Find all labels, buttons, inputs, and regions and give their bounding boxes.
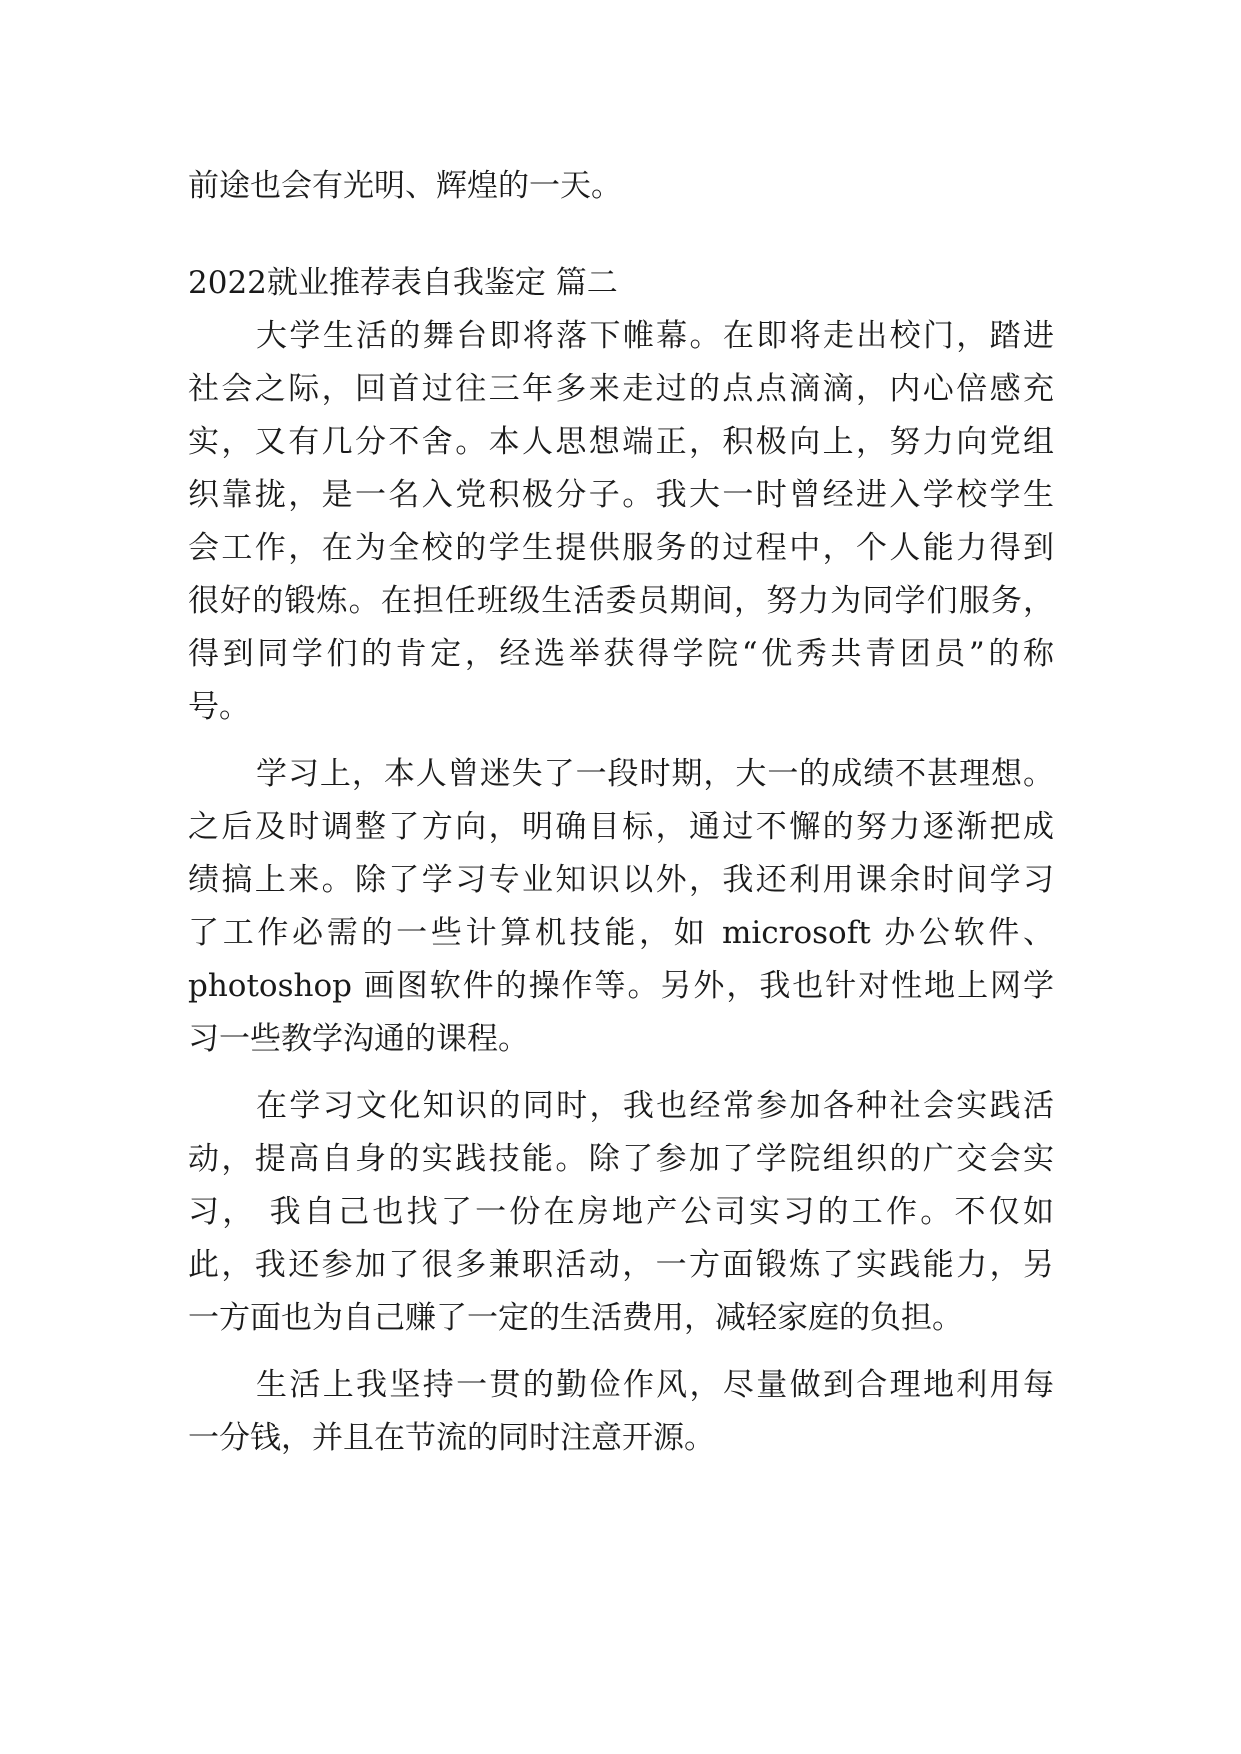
- section-title: 2022就业推荐表自我鉴定 篇二: [188, 265, 618, 301]
- paragraph-3: [188, 1080, 1054, 1345]
- text-line: 很好的锻炼。在担任班级生活委员期间，努力为同学们服务，: [188, 583, 1054, 619]
- text-line: 会工作，在为全校的学生提供服务的过程中，个人能力得到: [188, 530, 1054, 566]
- text-line: 号。: [188, 689, 250, 725]
- text-line: 实，又有几分不舍。本人思想端正，积极向上，努力向党组: [188, 424, 1054, 460]
- paragraph-2: [188, 748, 1054, 1066]
- text-line: 绩搞上来。除了学习专业知识以外，我还利用课余时间学习: [188, 862, 1054, 898]
- paragraph-4: [188, 1359, 1054, 1465]
- text-line: 习一些教学沟通的课程。: [188, 1021, 529, 1057]
- text-line: 习， 我自己也找了一份在房地产公司实习的工作。不仅如: [188, 1194, 1054, 1230]
- text-line: 大学生活的舞台即将落下帷幕。在即将走出校门，踏进: [256, 318, 1054, 354]
- text-line: 得到同学们的肯定，经选举获得学院“优秀共青团员”的称: [188, 636, 1054, 672]
- spacer: [188, 213, 1054, 257]
- text-line: 一方面也为自己赚了一定的生活费用，减轻家庭的负担。: [188, 1300, 963, 1336]
- text-line: 织靠拢，是一名入党积极分子。我大一时曾经进入学校学生: [188, 477, 1054, 513]
- text-line: 学习上，本人曾迷失了一段时期，大一的成绩不甚理想。: [256, 756, 1054, 792]
- text-line: 社会之际，回首过往三年多来走过的点点滴滴，内心倍感充: [188, 371, 1054, 407]
- text-line: 了工作必需的一些计算机技能，如 microsoft 办公软件、: [188, 915, 1054, 951]
- text-line: 动，提高自身的实践技能。除了参加了学院组织的广交会实: [188, 1141, 1054, 1177]
- text-line: 之后及时调整了方向，明确目标，通过不懈的努力逐渐把成: [188, 809, 1054, 845]
- document-page: [188, 160, 1054, 1465]
- text-line: photoshop 画图软件的操作等。另外，我也针对性地上网学: [188, 968, 1054, 1004]
- text-line: 一分钱，并且在节流的同时注意开源。: [188, 1420, 715, 1456]
- spacer: [188, 1066, 1054, 1080]
- spacer: [188, 734, 1054, 748]
- text-line: 生活上我坚持一贯的勤俭作风，尽量做到合理地利用每: [256, 1367, 1054, 1403]
- paragraph-1: [188, 310, 1054, 734]
- text-line: 在学习文化知识的同时，我也经常参加各种社会实践活: [256, 1088, 1054, 1124]
- spacer: [188, 1345, 1054, 1359]
- continued-line: 前途也会有光明、辉煌的一天。: [188, 168, 622, 204]
- text-line: 此，我还参加了很多兼职活动，一方面锻炼了实践能力，另: [188, 1247, 1054, 1283]
